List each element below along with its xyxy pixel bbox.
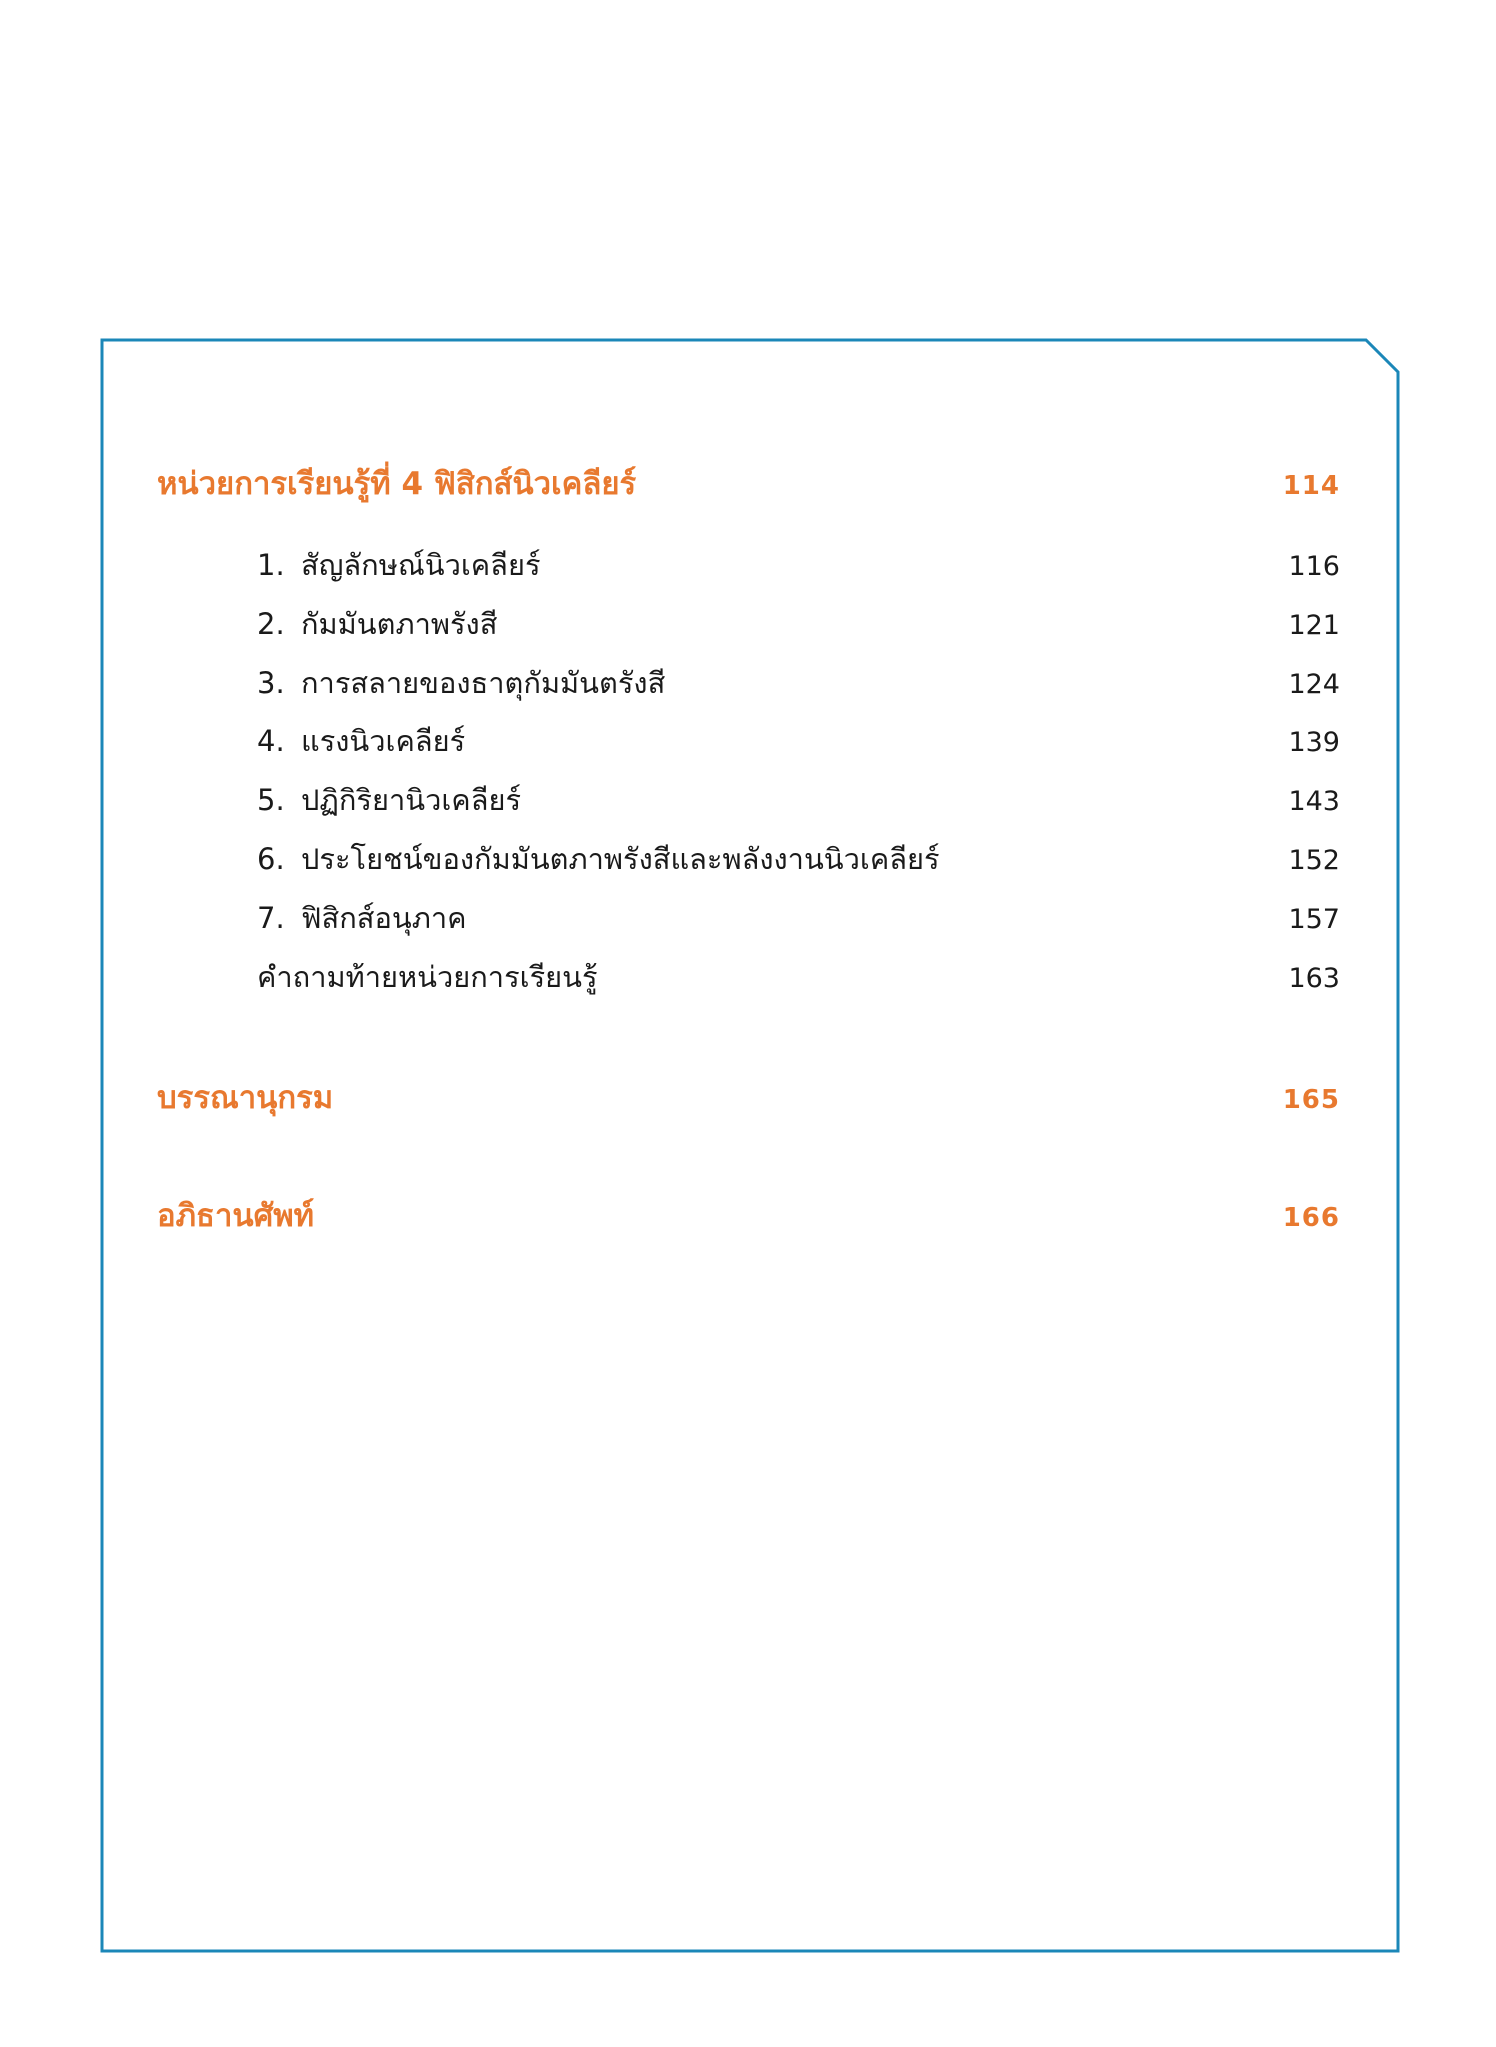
item-label: คำถามท้ายหน่วยการเรียนรู้	[257, 960, 598, 994]
item-label: ประโยชน์ของกัมมันตภาพรังสีและพลังงานนิวเคลียร์	[301, 842, 940, 876]
item-page-number: 139	[1288, 727, 1340, 758]
item-number: 7.	[257, 901, 285, 935]
bibliography-page-number: 165	[1282, 1085, 1340, 1115]
item-number: 6.	[257, 842, 285, 876]
item-number: 3.	[257, 666, 285, 700]
item-page-number: 157	[1288, 904, 1340, 935]
toc-item-3[interactable]	[157, 660, 1340, 706]
item-label: ฟิสิกส์อนุภาค	[301, 901, 467, 935]
glossary-page-number: 166	[1282, 1203, 1340, 1233]
toc-item-1[interactable]	[157, 542, 1340, 588]
toc-glossary[interactable]	[157, 1190, 1340, 1240]
toc-item-review[interactable]	[157, 954, 1340, 1000]
toc-bibliography[interactable]	[157, 1072, 1340, 1122]
toc-unit-4[interactable]	[157, 458, 1340, 508]
item-number: 5.	[257, 783, 285, 817]
item-label: กัมมันตภาพรังสี	[301, 607, 498, 641]
item-page-number: 124	[1288, 669, 1340, 700]
unit-4-page-number: 114	[1282, 471, 1340, 501]
item-label: ปฏิกิริยานิวเคลียร์	[301, 783, 522, 817]
toc-item-5[interactable]	[157, 777, 1340, 823]
unit-4-title: หน่วยการเรียนรู้ที่ 4 ฟิสิกส์นิวเคลียร์	[157, 466, 637, 502]
glossary-title: อภิธานศัพท์	[157, 1198, 315, 1234]
item-page-number: 143	[1288, 786, 1340, 817]
bibliography-title: บรรณานุกรม	[157, 1080, 334, 1116]
item-label: สัญลักษณ์นิวเคลียร์	[301, 548, 541, 582]
toc-item-4[interactable]	[157, 718, 1340, 764]
item-number: 4.	[257, 724, 285, 758]
item-number: 1.	[257, 548, 285, 582]
toc-item-7[interactable]	[157, 895, 1340, 941]
item-label: แรงนิวเคลียร์	[301, 724, 466, 758]
item-label: การสลายของธาตุกัมมันตรังสี	[301, 666, 666, 700]
toc-item-6[interactable]	[157, 836, 1340, 882]
toc-item-2[interactable]	[157, 601, 1340, 647]
item-page-number: 163	[1288, 963, 1340, 994]
item-page-number: 152	[1288, 845, 1340, 876]
item-page-number: 121	[1288, 610, 1340, 641]
item-number: 2.	[257, 607, 285, 641]
item-page-number: 116	[1288, 551, 1340, 582]
